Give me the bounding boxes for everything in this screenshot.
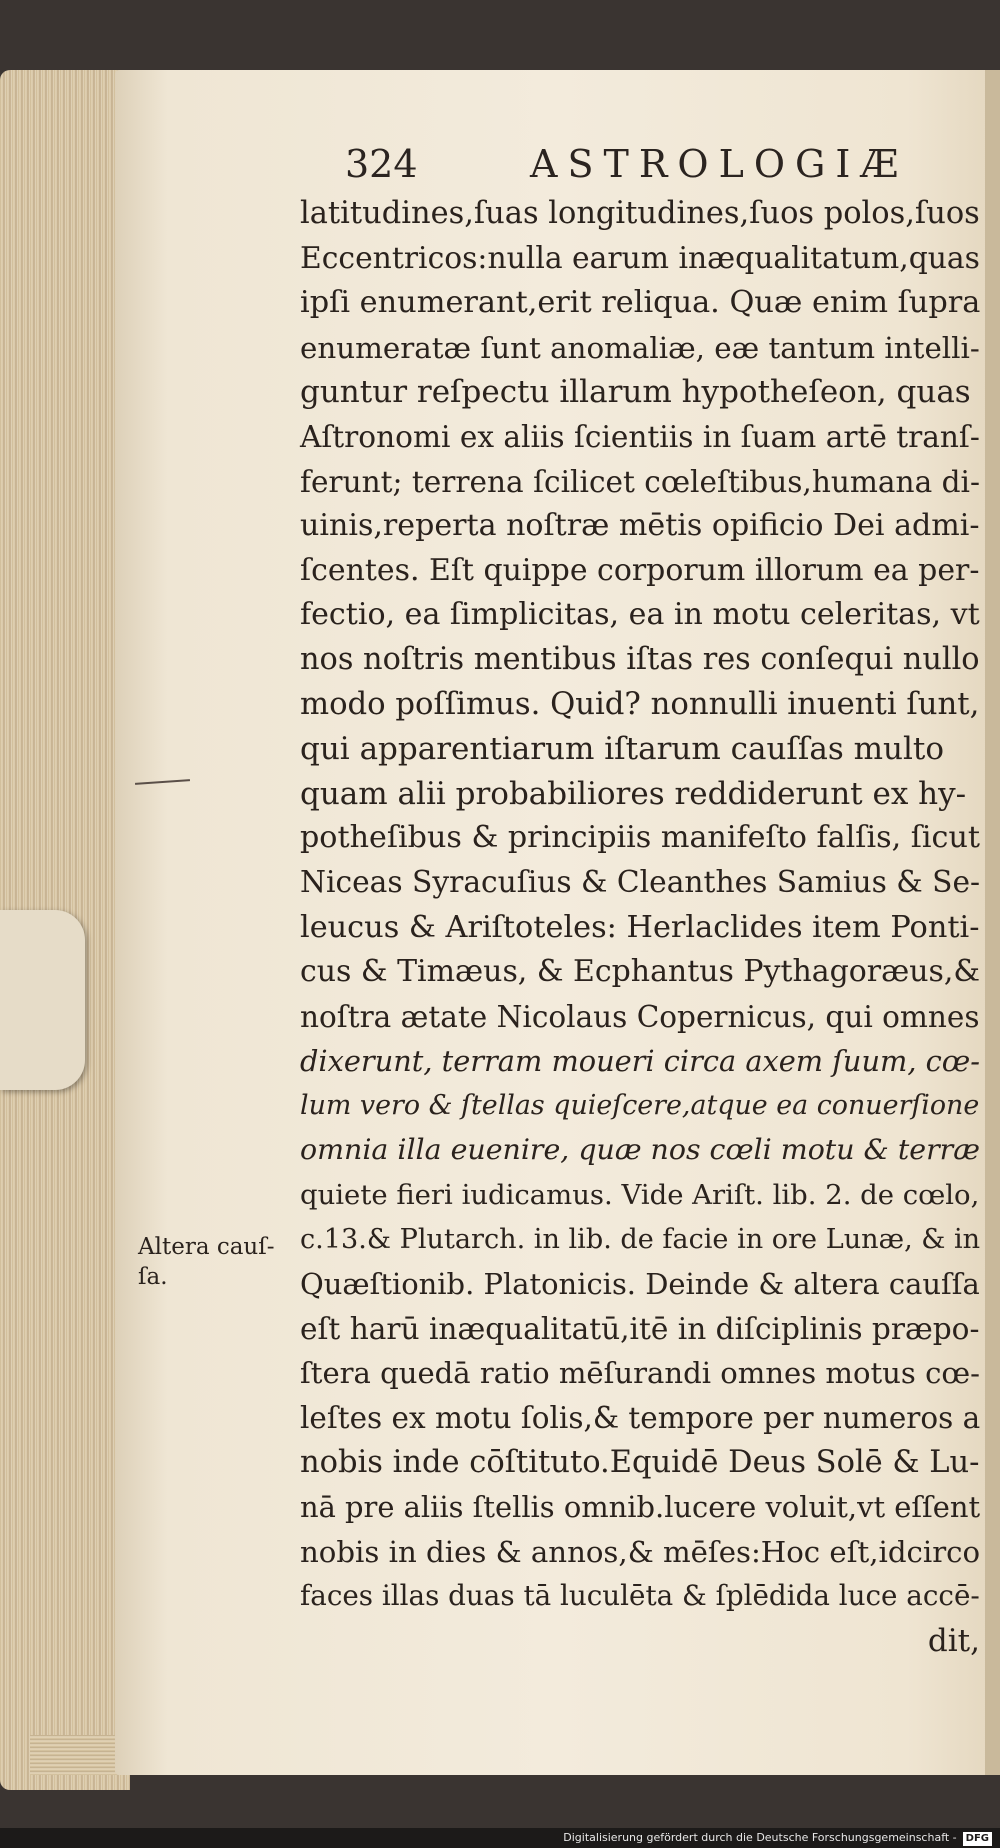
footer-text: Digitalisierung gefördert durch die Deutsche Forschungsgemeinschaft - — [563, 1831, 957, 1844]
text-line: quiete fieri iudicamus. Vide Ariſt. lib. 2. de cœlo, — [300, 1179, 980, 1212]
text-line: eſt harū inæqualitatū,itē in diſciplinis præpo- — [300, 1311, 980, 1346]
text-line: cus & Timæus, & Ecphantus Pythagoræus,& — [300, 954, 981, 990]
footer-bar — [0, 1828, 1000, 1848]
text-line: uinis,reperta noſtræ mētis opificio Dei admi- — [300, 508, 980, 544]
text-line: leſtes ex motu ſolis,& tempore per numeros a — [300, 1401, 981, 1436]
bookmark-tab — [0, 910, 85, 1090]
text-line: noſtra ætate Nicolaus Copernicus, qui omnes — [300, 999, 980, 1034]
catchword: dit, — [927, 1623, 980, 1659]
dfg-logo: DFG — [963, 1832, 992, 1846]
text-line: quam alii probabiliores reddiderunt ex hy- — [300, 775, 967, 812]
text-line: nos noſtris mentibus iſtas res conſequi nullo — [300, 641, 980, 677]
text-line: latitudines,ſuas longitudines,ſuos polos,ſuos — [300, 196, 980, 231]
text-line: potheſibus & principiis manifeſto falſis, ſicut — [300, 820, 980, 856]
text-line: guntur reſpectu illarum hypotheſeon, quas — [300, 374, 971, 411]
text-line: Eccentricos:nulla earum inæqualitatum,quas — [300, 240, 980, 276]
text-line: ſtera quedā ratio mēſurandi omnes motus cœ- — [300, 1356, 980, 1391]
text-line-italic: dixerunt, terram moueri circa axem ſuum, cœ- — [300, 1044, 980, 1079]
text-line: Aſtronomi ex aliis ſcientiis in ſuam artē tranſ- — [300, 419, 980, 454]
text-line: ferunt; terrena ſcilicet cœleſtibus,humana di- — [300, 464, 980, 499]
text-line: c.13.& Plutarch. in lib. de facie in ore Lunæ, & in — [300, 1223, 981, 1255]
text-line: ipſi enumerant,erit reliqua. Quæ enim ſupra — [300, 285, 981, 321]
page-gutter — [985, 70, 1000, 1775]
text-line: Niceas Syracuſius & Cleanthes Samius & Se- — [300, 864, 981, 900]
text-line: qui apparentiarum iſtarum cauſſas multo — [300, 731, 945, 768]
page-number: 324 — [345, 142, 418, 186]
text-line-italic: lum vero & ſtellas quieſcere,atque ea conuerſione — [300, 1089, 980, 1121]
text-line: ſcentes. Eſt quippe corporum illorum ea per- — [300, 552, 980, 588]
text-line: fectio, ea ſimplicitas, ea in motu celeritas, vt — [300, 597, 980, 633]
page-header — [345, 142, 930, 192]
running-title: ASTROLOGIÆ — [530, 142, 909, 186]
text-line-italic: omnia illa euenire, quæ nos cœli motu & terræ — [300, 1133, 980, 1167]
text-line: modo poſſimus. Quid? nonnulli inuenti ſunt, — [300, 686, 980, 722]
text-line: faces illas duas tā luculēta & ſplēdida luce accē- — [300, 1579, 980, 1613]
text-line: nobis in dies & annos,& mēſes:Hoc eſt,idcirco — [300, 1534, 981, 1569]
text-line: leucus & Ariſtoteles: Herlaclides item Ponti- — [300, 909, 980, 945]
text-line: Quæſtionib. Platonicis. Deinde & altera cauſſa — [300, 1267, 980, 1302]
body-text — [300, 192, 980, 1664]
text-line: enumeratæ ſunt anomaliæ, eæ tantum intelli- — [300, 330, 980, 365]
text-line: nā pre aliis ſtellis omnib.lucere voluit,vt eſſent — [300, 1490, 981, 1525]
margin-note: Altera cauſ-ſa. — [138, 1234, 275, 1290]
text-line: nobis inde cōſtituto.Equidē Deus Solē & Lu- — [300, 1444, 980, 1480]
